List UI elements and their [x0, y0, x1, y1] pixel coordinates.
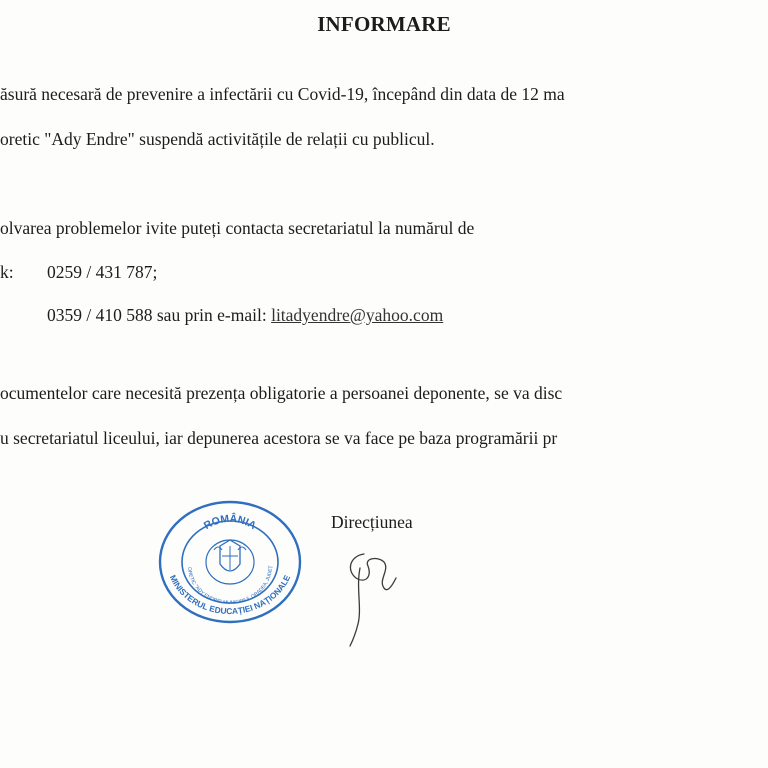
stamp-ministry-text: MINISTERUL EDUCAȚIEI NAȚIONALE: [167, 573, 293, 617]
email-link[interactable]: litadyendre@yahoo.com: [271, 305, 444, 325]
phone-email-line: [47, 304, 443, 326]
coat-of-arms-icon: [214, 540, 246, 571]
document-title: INFORMARE: [317, 12, 451, 36]
paragraph-2-line-1: olvarea problemelor ivite puteți contacta secretariatul la numărul de: [0, 218, 475, 238]
stamp-school-text: ORETIC "ADY ENDRE" MUNICIPIUL ORADEA, JUDEȚ: [185, 565, 275, 607]
phone-number-2: 0359 / 410 588 sau prin e-mail:: [47, 305, 272, 325]
phone-prefix: k:: [0, 262, 14, 282]
paragraph-1-line-2: oretic "Ady Endre" suspendă activitățile de relații cu publicul.: [0, 129, 435, 149]
paragraph-3-line-2: u secretariatul liceului, iar depunerea acestora se va face pe baza programării pr: [0, 428, 558, 448]
phone-number-1: 0259 / 431 787;: [47, 262, 158, 282]
stamp-country-text: ROMÂNIA: [201, 512, 259, 533]
paragraph-1-line-1: ăsură necesară de prevenire a infectării cu Covid-19, începând din data de 12 ma: [0, 84, 565, 104]
paragraph-3-line-1: ocumentelor care necesită prezența obligatorie a persoanei deponente, se va disc: [0, 383, 563, 403]
official-stamp: [158, 500, 302, 624]
handwritten-signature: [338, 548, 398, 648]
signature-label: Direcțiunea: [331, 512, 413, 532]
